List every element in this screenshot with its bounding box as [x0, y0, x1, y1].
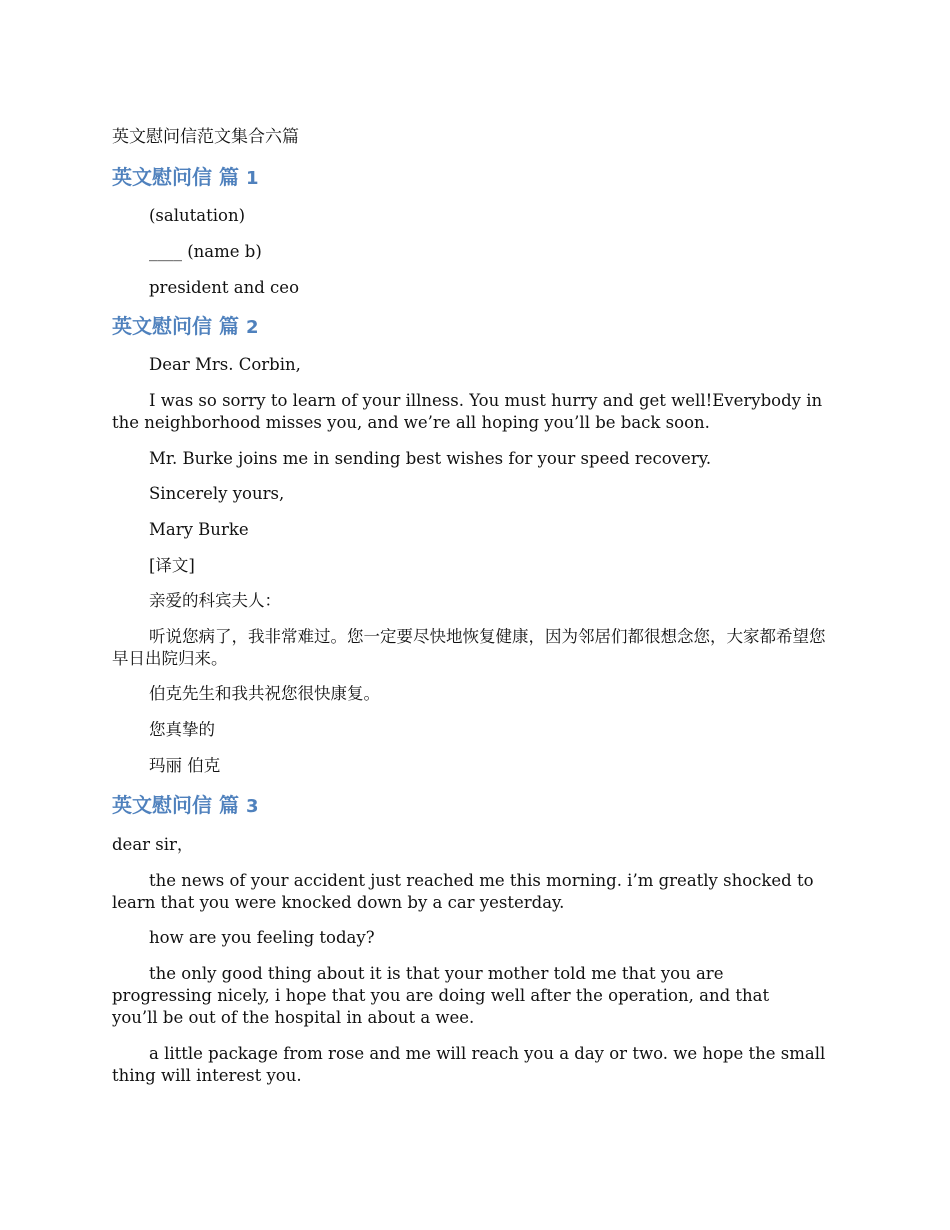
section-heading-text: 英文慰问信 篇 [112, 165, 239, 189]
section-heading-1 [112, 164, 258, 192]
paragraph: 亲爱的科宾夫人： [149, 591, 281, 610]
paragraph: Mr. Burke joins me in sending best wishes for your speed recovery. [149, 449, 712, 468]
paragraph: 您真挚的 [149, 720, 215, 739]
paragraph: (salutation) [149, 206, 246, 225]
paragraph: ____ (name b) [149, 242, 262, 261]
section-heading-text: 英文慰问信 篇 [112, 314, 239, 338]
paragraph: dear sir， [112, 835, 194, 854]
paragraph: 听说您病了，我非常难过。您一定要尽快地恢复健康，因为邻居们都很想念您，大家都希望您早日出院归来。 [112, 627, 826, 668]
paragraph: Mary Burke [149, 520, 249, 539]
section-heading-text: 英文慰问信 篇 [112, 793, 239, 817]
document-title: 英文慰问信范文集合六篇 [112, 127, 299, 147]
section-heading-number: 3 [245, 796, 259, 817]
paragraph: Dear Mrs. Corbin, [149, 355, 301, 374]
section-heading-3 [112, 792, 258, 820]
paragraph: the news of your accident just reached me this morning. i’m greatly shocked to learn that you were knocked down by a car yesterday. [112, 871, 814, 912]
paragraph: 伯克先生和我共祝您很快康复。 [149, 684, 380, 703]
section-heading-number: 1 [245, 168, 259, 189]
section-heading-2 [112, 313, 258, 341]
section-heading-number: 2 [245, 317, 259, 338]
paragraph: I was so sorry to learn of your illness. You must hurry and get well!Everybody in the neighborhood misses you, and we’re all hoping you’ll be back soon. [112, 391, 823, 432]
paragraph: a little package from rose and me will reach you a day or two. we hope the small thing will interest you. [112, 1044, 826, 1085]
paragraph: 玛丽 伯克 [149, 756, 221, 775]
paragraph: how are you feeling today? [149, 928, 375, 947]
paragraph: [译文] [149, 556, 195, 575]
paragraph: Sincerely yours, [149, 484, 285, 503]
paragraph: the only good thing about it is that your mother told me that you are progressing nicely, i hope that you are doing well after the operation, and that you’ll be out of the hospital in about a wee. [112, 964, 770, 1027]
paragraph: president and ceo [149, 278, 299, 297]
